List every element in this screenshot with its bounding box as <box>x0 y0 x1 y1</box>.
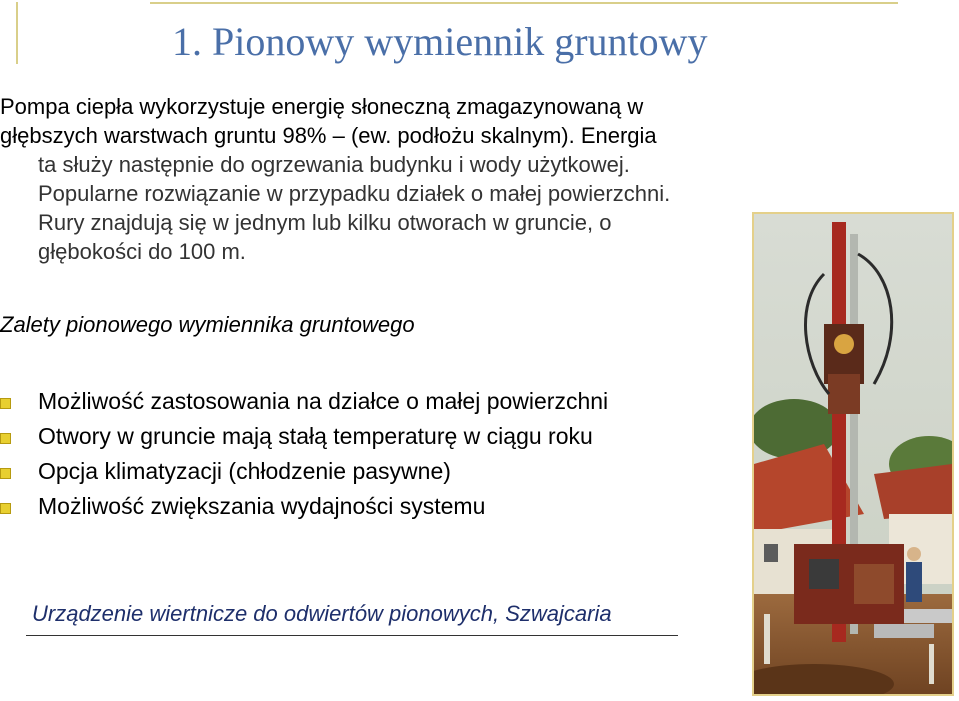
intro-line: Popularne rozwiązanie w przypadku działek o małej powierzchni. <box>38 181 671 206</box>
list-item <box>0 454 608 489</box>
list-item-text: Opcja klimatyzacji (chłodzenie pasywne) <box>38 458 451 484</box>
list-item-text: Otwory w gruncie mają stałą temperaturę w ciągu roku <box>38 423 593 449</box>
square-bullet-icon <box>0 468 11 479</box>
list-item <box>0 489 608 524</box>
advantages-list <box>0 384 608 524</box>
decorative-horizontal-line <box>150 2 898 4</box>
intro-line: Pompa ciepła wykorzystuje energię słoneczną zmagazynowaną w <box>0 94 644 119</box>
square-bullet-icon <box>0 503 11 514</box>
intro-line: głębokości do 100 m. <box>38 239 246 264</box>
caption-underline <box>26 635 678 636</box>
intro-line: głębszych warstwach gruntu 98% – (ew. podłożu skalnym). Energia <box>0 123 657 148</box>
drilling-rig-illustration <box>754 214 952 694</box>
decorative-vertical-line <box>16 2 18 64</box>
list-item-text: Możliwość zwiększania wydajności systemu <box>38 493 486 519</box>
list-item <box>0 384 608 419</box>
intro-line: Rury znajdują się w jednym lub kilku otworach w gruncie, o <box>38 210 612 235</box>
square-bullet-icon <box>0 398 11 409</box>
drilling-rig-photo <box>752 212 954 696</box>
square-bullet-icon <box>0 433 11 444</box>
photo-caption: Urządzenie wiertnicze do odwiertów pionowych, Szwajcaria <box>32 601 612 626</box>
intro-paragraph <box>0 92 860 266</box>
slide-title: 1. Pionowy wymiennik gruntowy <box>172 19 708 64</box>
advantages-heading: Zalety pionowego wymiennika gruntowego <box>0 312 415 337</box>
list-item-text: Możliwość zastosowania na działce o małej powierzchni <box>38 388 609 414</box>
intro-line: ta służy następnie do ogrzewania budynku i wody użytkowej. <box>38 152 630 177</box>
list-item <box>0 419 608 454</box>
